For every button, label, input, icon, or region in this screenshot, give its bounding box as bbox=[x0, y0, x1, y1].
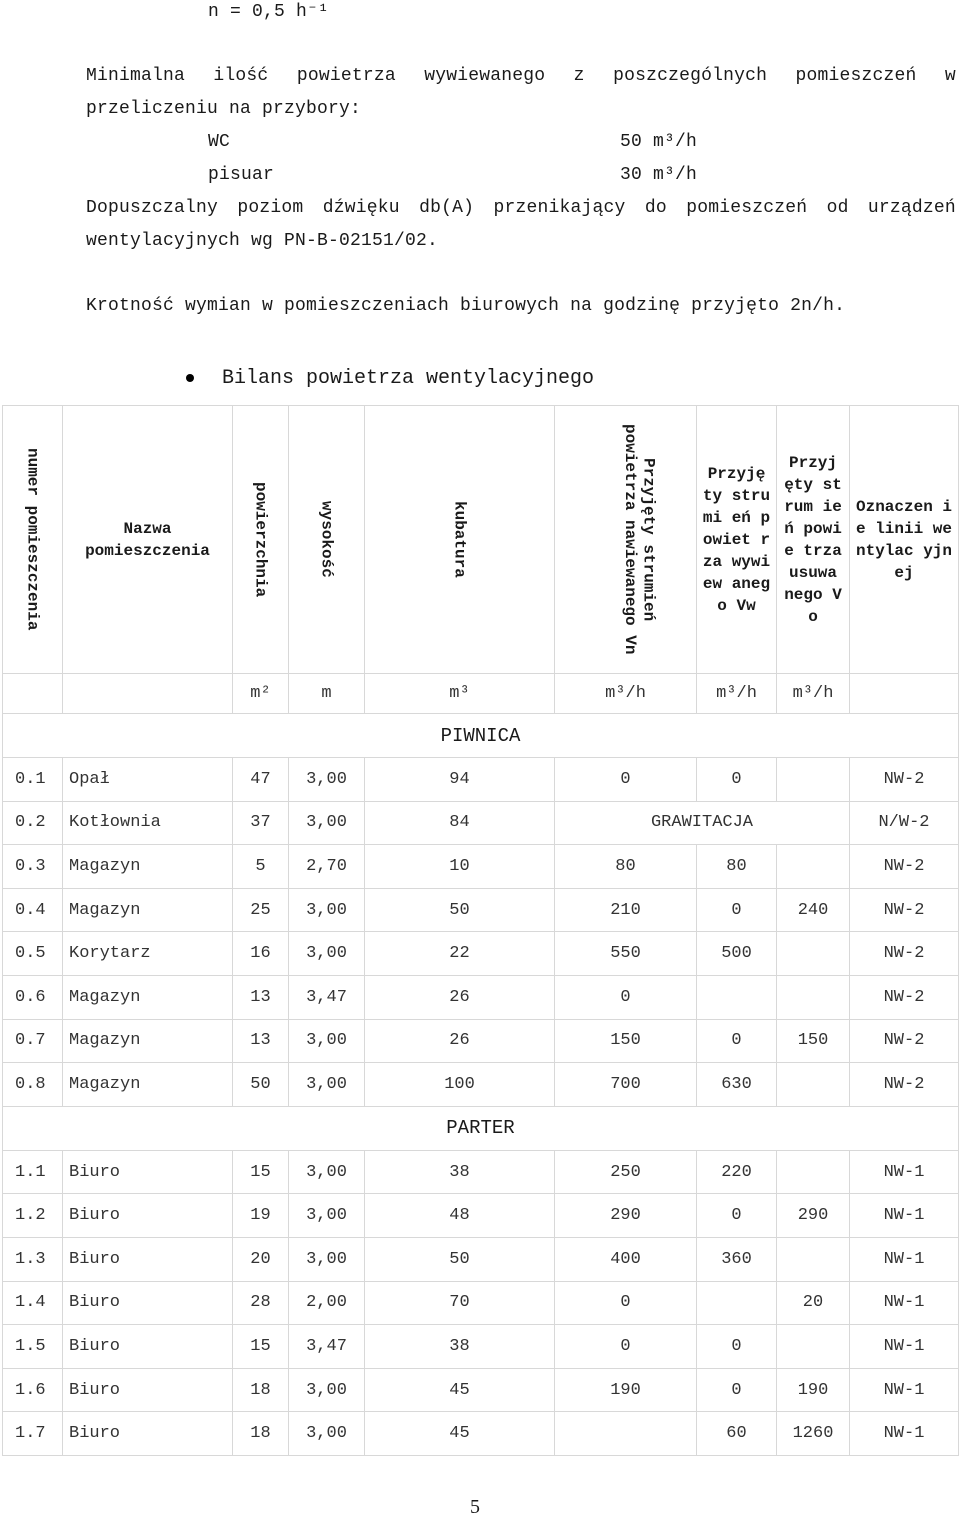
removed-cell bbox=[777, 932, 850, 976]
table-row bbox=[3, 932, 959, 976]
word: dźwięku bbox=[322, 198, 400, 218]
table-row bbox=[3, 1368, 959, 1412]
line-designation-cell: NW-2 bbox=[850, 758, 959, 802]
section-title-cell: PIWNICA bbox=[3, 714, 959, 758]
area-cell: 18 bbox=[233, 1412, 289, 1456]
units-row bbox=[3, 674, 959, 714]
line-designation-cell: NW-1 bbox=[850, 1368, 959, 1412]
unit-empty bbox=[850, 674, 959, 714]
table-row bbox=[3, 845, 959, 889]
room-number-cell: 1.1 bbox=[3, 1150, 63, 1194]
table-row bbox=[3, 1237, 959, 1281]
line-designation-cell: NW-2 bbox=[850, 1019, 959, 1063]
supply-cell: 210 bbox=[555, 888, 697, 932]
word: powietrza bbox=[296, 66, 396, 86]
area-cell: 28 bbox=[233, 1281, 289, 1325]
exhaust-cell: 0 bbox=[697, 1325, 777, 1369]
header-room-name: Nazwa pomieszczenia bbox=[63, 406, 233, 674]
bullet-icon bbox=[186, 374, 194, 382]
room-name-cell: Biuro bbox=[63, 1412, 233, 1456]
header-volume: kubatura bbox=[365, 406, 555, 674]
word: pomieszczeń bbox=[795, 66, 917, 86]
supply-cell: 150 bbox=[555, 1019, 697, 1063]
removed-cell: 290 bbox=[777, 1194, 850, 1238]
header-row bbox=[3, 406, 959, 674]
word: ilość bbox=[213, 66, 269, 86]
room-number-cell: 0.4 bbox=[3, 888, 63, 932]
height-cell: 3,00 bbox=[289, 1412, 365, 1456]
removed-cell bbox=[777, 1150, 850, 1194]
word: urządzeń bbox=[867, 198, 956, 218]
header-supply-flow: Przyjęty strumień powietrza nawiewanego Vn bbox=[555, 406, 697, 674]
volume-cell: 100 bbox=[365, 1063, 555, 1107]
section-title: Bilans powietrza wentylacyjnego bbox=[222, 367, 595, 390]
line-designation-cell: NW-1 bbox=[850, 1150, 959, 1194]
exhaust-cell: 0 bbox=[697, 1019, 777, 1063]
line-designation-cell: NW-2 bbox=[850, 1063, 959, 1107]
area-cell: 47 bbox=[233, 758, 289, 802]
area-cell: 16 bbox=[233, 932, 289, 976]
header-height: wysokość bbox=[289, 406, 365, 674]
word: Minimalna bbox=[86, 66, 186, 86]
header-area: powierzchnia bbox=[233, 406, 289, 674]
supply-cell: 0 bbox=[555, 758, 697, 802]
height-cell: 3,00 bbox=[289, 1194, 365, 1238]
height-cell: 3,00 bbox=[289, 758, 365, 802]
line-designation-cell: NW-2 bbox=[850, 932, 959, 976]
room-name-cell: Biuro bbox=[63, 1325, 233, 1369]
section-row bbox=[3, 714, 959, 758]
table-row bbox=[3, 1194, 959, 1238]
word: wywiewanego bbox=[424, 66, 546, 86]
line-designation-cell: NW-2 bbox=[850, 845, 959, 889]
supply-cell: 190 bbox=[555, 1368, 697, 1412]
removed-cell: 190 bbox=[777, 1368, 850, 1412]
volume-cell: 22 bbox=[365, 932, 555, 976]
noise-paragraph-line2: wentylacyjnych wg PN-B-02151/02. bbox=[86, 231, 439, 251]
room-name-cell: Korytarz bbox=[63, 932, 233, 976]
table-row bbox=[3, 1281, 959, 1325]
line-designation-cell: NW-2 bbox=[850, 975, 959, 1019]
area-cell: 13 bbox=[233, 1019, 289, 1063]
supply-cell bbox=[555, 1412, 697, 1456]
exhaust-cell bbox=[697, 975, 777, 1019]
header-line-designation: Oznaczen ie linii wentylac yjnej bbox=[850, 406, 959, 674]
height-cell: 3,00 bbox=[289, 932, 365, 976]
supply-cell: 400 bbox=[555, 1237, 697, 1281]
room-number-cell: 1.5 bbox=[3, 1325, 63, 1369]
noise-paragraph-line1 bbox=[86, 198, 956, 218]
height-cell: 3,00 bbox=[289, 1368, 365, 1412]
room-number-cell: 1.6 bbox=[3, 1368, 63, 1412]
supply-cell: 0 bbox=[555, 1325, 697, 1369]
room-number-cell: 0.1 bbox=[3, 758, 63, 802]
table-row bbox=[3, 888, 959, 932]
exhaust-cell: 0 bbox=[697, 758, 777, 802]
volume-cell: 38 bbox=[365, 1325, 555, 1369]
word: db(A) bbox=[419, 198, 475, 218]
room-name-cell: Biuro bbox=[63, 1194, 233, 1238]
exhaust-cell: 630 bbox=[697, 1063, 777, 1107]
volume-cell: 10 bbox=[365, 845, 555, 889]
volume-cell: 50 bbox=[365, 888, 555, 932]
area-cell: 37 bbox=[233, 801, 289, 845]
line-designation-cell: NW-1 bbox=[850, 1412, 959, 1456]
word: do bbox=[644, 198, 667, 218]
height-cell: 3,00 bbox=[289, 1063, 365, 1107]
supply-cell: 550 bbox=[555, 932, 697, 976]
line-designation-cell: NW-1 bbox=[850, 1325, 959, 1369]
removed-cell: 150 bbox=[777, 1019, 850, 1063]
section-title-cell: PARTER bbox=[3, 1106, 959, 1150]
fixture-name-pisuar: pisuar bbox=[208, 165, 275, 185]
exhaust-cell: 220 bbox=[697, 1150, 777, 1194]
area-cell: 5 bbox=[233, 845, 289, 889]
table-row bbox=[3, 758, 959, 802]
supply-cell: 0 bbox=[555, 1281, 697, 1325]
room-name-cell: Biuro bbox=[63, 1237, 233, 1281]
word: od bbox=[826, 198, 849, 218]
line-designation-cell: NW-1 bbox=[850, 1237, 959, 1281]
removed-cell bbox=[777, 845, 850, 889]
area-cell: 13 bbox=[233, 975, 289, 1019]
gravity-ventilation-cell: GRAWITACJA bbox=[555, 801, 850, 845]
height-cell: 3,00 bbox=[289, 801, 365, 845]
room-name-cell: Magazyn bbox=[63, 1019, 233, 1063]
removed-cell: 20 bbox=[777, 1281, 850, 1325]
unit-empty bbox=[3, 674, 63, 714]
office-exchange-rate: Krotność wymian w pomieszczeniach biurowych na godzinę przyjęto 2n/h. bbox=[86, 296, 846, 316]
area-cell: 18 bbox=[233, 1368, 289, 1412]
header-removed-flow: Przyj ęty strum ień powie trza usuwa nego Vo bbox=[777, 406, 850, 674]
room-name-cell: Biuro bbox=[63, 1281, 233, 1325]
room-number-cell: 0.2 bbox=[3, 801, 63, 845]
room-name-cell: Magazyn bbox=[63, 975, 233, 1019]
room-number-cell: 1.3 bbox=[3, 1237, 63, 1281]
header-exhaust-flow: Przyję ty strumi eń powiet rza wywiew anego Vw bbox=[697, 406, 777, 674]
section-row bbox=[3, 1106, 959, 1150]
height-cell: 2,00 bbox=[289, 1281, 365, 1325]
room-name-cell: Kotłownia bbox=[63, 801, 233, 845]
room-number-cell: 0.8 bbox=[3, 1063, 63, 1107]
height-cell: 3,47 bbox=[289, 1325, 365, 1369]
exhaust-cell bbox=[697, 1281, 777, 1325]
removed-cell: 1260 bbox=[777, 1412, 850, 1456]
area-cell: 50 bbox=[233, 1063, 289, 1107]
word: poziom bbox=[237, 198, 304, 218]
fixture-value-wc: 50 m³/h bbox=[620, 132, 698, 152]
room-number-cell: 0.7 bbox=[3, 1019, 63, 1063]
table-row bbox=[3, 1063, 959, 1107]
supply-cell: 700 bbox=[555, 1063, 697, 1107]
word: z bbox=[573, 66, 585, 86]
volume-cell: 70 bbox=[365, 1281, 555, 1325]
area-cell: 15 bbox=[233, 1150, 289, 1194]
word: w bbox=[944, 66, 956, 86]
header-room-number: numer pomieszczenia bbox=[3, 406, 63, 674]
removed-cell bbox=[777, 975, 850, 1019]
volume-cell: 84 bbox=[365, 801, 555, 845]
room-number-cell: 1.2 bbox=[3, 1194, 63, 1238]
exhaust-cell: 60 bbox=[697, 1412, 777, 1456]
supply-cell: 290 bbox=[555, 1194, 697, 1238]
ventilation-balance-table bbox=[2, 405, 959, 1456]
supply-cell: 0 bbox=[555, 975, 697, 1019]
room-number-cell: 1.7 bbox=[3, 1412, 63, 1456]
volume-cell: 26 bbox=[365, 1019, 555, 1063]
unit-height: m bbox=[289, 674, 365, 714]
line-designation-cell: N/W-2 bbox=[850, 801, 959, 845]
word: poszczególnych bbox=[613, 66, 768, 86]
height-cell: 3,00 bbox=[289, 1237, 365, 1281]
volume-cell: 50 bbox=[365, 1237, 555, 1281]
room-number-cell: 1.4 bbox=[3, 1281, 63, 1325]
unit-removed: m³/h bbox=[777, 674, 850, 714]
page-number: 5 bbox=[470, 1496, 480, 1518]
unit-volume: m³ bbox=[365, 674, 555, 714]
height-cell: 3,00 bbox=[289, 1150, 365, 1194]
line-designation-cell: NW-2 bbox=[850, 888, 959, 932]
volume-cell: 26 bbox=[365, 975, 555, 1019]
room-name-cell: Biuro bbox=[63, 1150, 233, 1194]
room-number-cell: 0.6 bbox=[3, 975, 63, 1019]
supply-cell: 80 bbox=[555, 845, 697, 889]
air-change-rate: n = 0,5 h⁻¹ bbox=[208, 2, 330, 22]
volume-cell: 48 bbox=[365, 1194, 555, 1238]
unit-exhaust: m³/h bbox=[697, 674, 777, 714]
table-row bbox=[3, 1150, 959, 1194]
area-cell: 20 bbox=[233, 1237, 289, 1281]
exhaust-cell: 0 bbox=[697, 1368, 777, 1412]
table-row bbox=[3, 801, 959, 845]
unit-supply: m³/h bbox=[555, 674, 697, 714]
room-number-cell: 0.3 bbox=[3, 845, 63, 889]
room-name-cell: Opał bbox=[63, 758, 233, 802]
word: pomieszczeń bbox=[686, 198, 808, 218]
word: Dopuszczalny bbox=[86, 198, 219, 218]
unit-area: m² bbox=[233, 674, 289, 714]
room-name-cell: Magazyn bbox=[63, 845, 233, 889]
min-air-paragraph-line2: przeliczeniu na przybory: bbox=[86, 99, 362, 119]
word: przenikający bbox=[493, 198, 626, 218]
volume-cell: 94 bbox=[365, 758, 555, 802]
exhaust-cell: 0 bbox=[697, 1194, 777, 1238]
supply-cell: 250 bbox=[555, 1150, 697, 1194]
table-row bbox=[3, 1325, 959, 1369]
area-cell: 15 bbox=[233, 1325, 289, 1369]
removed-cell bbox=[777, 1325, 850, 1369]
height-cell: 3,00 bbox=[289, 888, 365, 932]
table-row bbox=[3, 975, 959, 1019]
fixture-name-wc: WC bbox=[208, 132, 231, 152]
removed-cell bbox=[777, 1063, 850, 1107]
height-cell: 3,00 bbox=[289, 1019, 365, 1063]
height-cell: 3,47 bbox=[289, 975, 365, 1019]
room-name-cell: Magazyn bbox=[63, 1063, 233, 1107]
height-cell: 2,70 bbox=[289, 845, 365, 889]
volume-cell: 45 bbox=[365, 1412, 555, 1456]
room-name-cell: Biuro bbox=[63, 1368, 233, 1412]
fixture-value-pisuar: 30 m³/h bbox=[620, 165, 698, 185]
removed-cell bbox=[777, 1237, 850, 1281]
exhaust-cell: 500 bbox=[697, 932, 777, 976]
area-cell: 19 bbox=[233, 1194, 289, 1238]
exhaust-cell: 0 bbox=[697, 888, 777, 932]
table-row bbox=[3, 1412, 959, 1456]
exhaust-cell: 360 bbox=[697, 1237, 777, 1281]
table-row bbox=[3, 1019, 959, 1063]
line-designation-cell: NW-1 bbox=[850, 1194, 959, 1238]
room-name-cell: Magazyn bbox=[63, 888, 233, 932]
volume-cell: 38 bbox=[365, 1150, 555, 1194]
min-air-paragraph-line1 bbox=[86, 66, 956, 86]
area-cell: 25 bbox=[233, 888, 289, 932]
volume-cell: 45 bbox=[365, 1368, 555, 1412]
unit-empty bbox=[63, 674, 233, 714]
removed-cell: 240 bbox=[777, 888, 850, 932]
room-number-cell: 0.5 bbox=[3, 932, 63, 976]
removed-cell bbox=[777, 758, 850, 802]
exhaust-cell: 80 bbox=[697, 845, 777, 889]
line-designation-cell: NW-1 bbox=[850, 1281, 959, 1325]
